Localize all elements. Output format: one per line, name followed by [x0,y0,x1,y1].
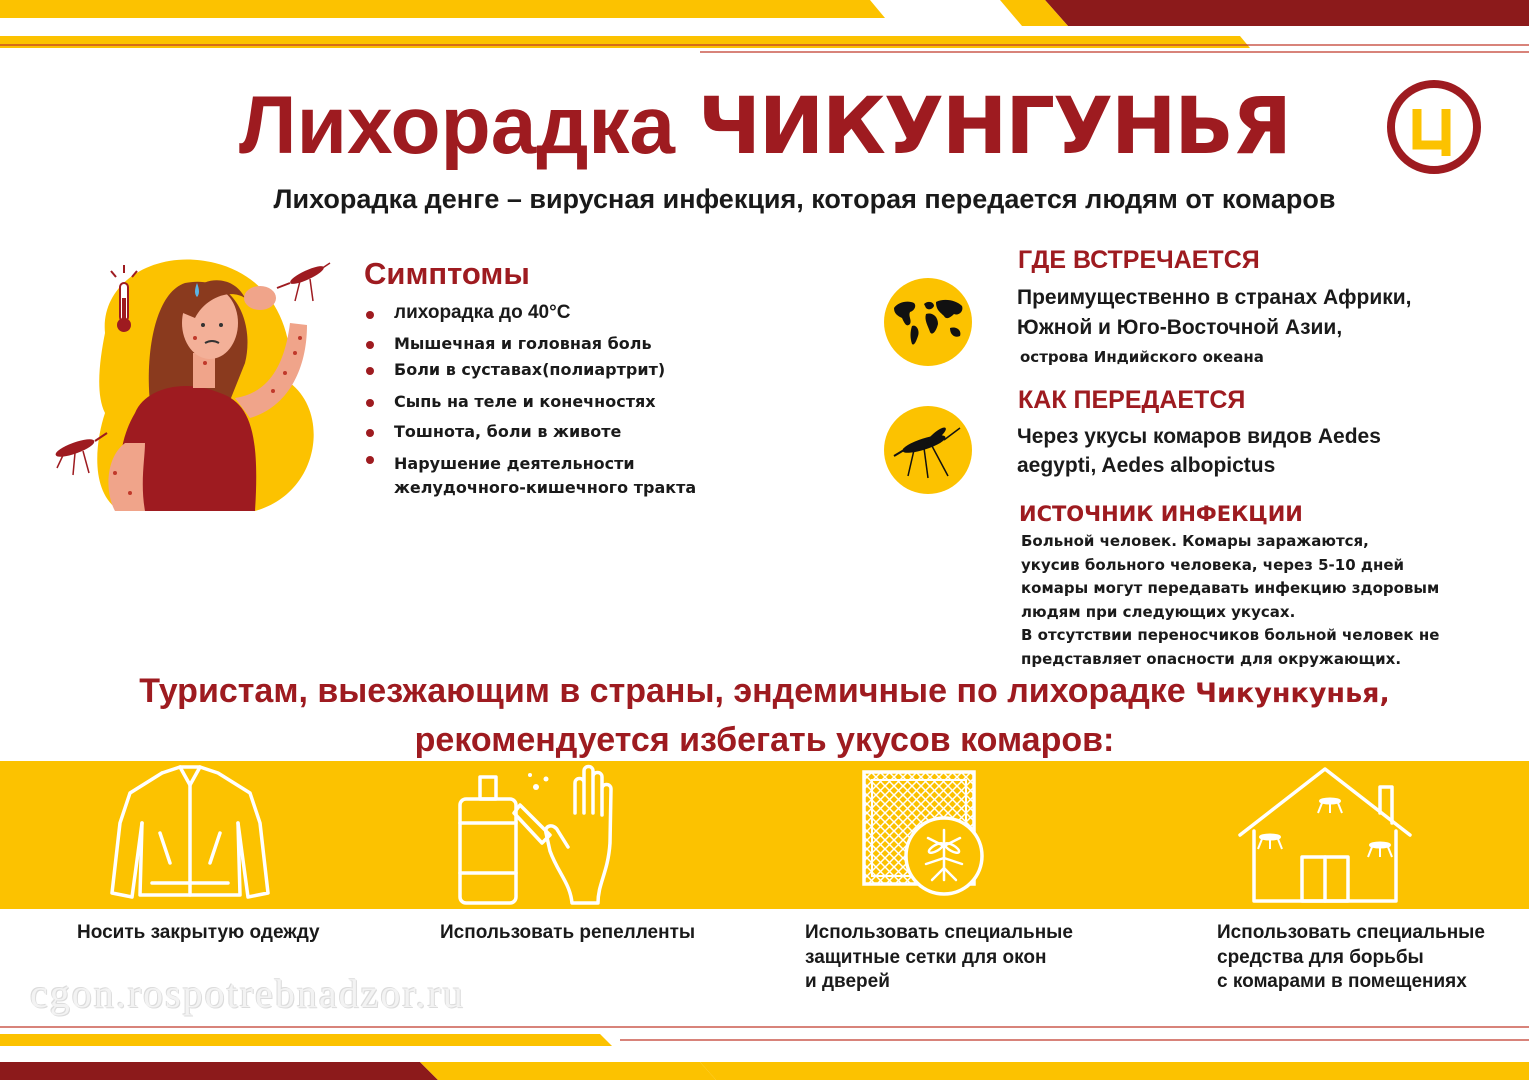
jacket-icon [100,763,280,907]
title-part-1: Лихорадка [239,80,676,171]
repellent-spray-icon [450,763,650,907]
tourist-advice [0,668,1529,763]
tip-caption-indoor: Использовать специальные средства для борьбы с комарами в помещениях [1217,922,1485,992]
sick-woman-illustration [45,243,375,518]
window-net-icon [858,768,992,898]
source-line: укусив больного человека, через 5-10 дней [1021,555,1405,574]
tip-caption-clothing: Носить закрытую одежду [77,922,320,943]
source-line: представляет опасности для окружающих. [1021,649,1402,668]
tip-caption-nets: Использовать специальные защитные сетки для окон и дверей [805,922,1073,992]
source-line: Больной человек. Комары заражаются, [1021,532,1369,550]
source-text [1021,530,1439,671]
advice-line-2: рекомендуется избегать укусов комаров: [414,721,1115,759]
source-line: людям при следующих укусах. [1021,602,1296,621]
transmission-title: КАК ПЕРЕДАЕТСЯ [1018,386,1246,414]
transmission-line-1: Через укусы комаров видов Aedes [1017,425,1381,448]
where-title: ГДЕ ВСТРЕЧАЕТСЯ [1018,246,1260,274]
where-line-3: острова Индийского океана [1020,348,1264,366]
where-line-1: Преимущественно в странах Африки, [1017,286,1412,309]
title-part-2: ЧИКУНГУНЬЯ [697,82,1290,172]
source-line: комары могут передавать инфекцию здоровым [1021,579,1440,597]
mosquito-icon [884,406,972,494]
page-title [0,76,1529,177]
tip-caption-repellent: Использовать репелленты [440,922,696,943]
where-line-2: Южной и Юго-Восточной Азии, [1017,316,1343,339]
house-mosquito-icon [1230,763,1420,907]
symptoms-title: Симптомы [364,256,530,291]
page-subtitle: Лихорадка денге – вирусная инфекция, которая передается людям от комаров [273,184,1336,214]
source-title: ИСТОЧНИК ИНФЕКЦИИ [1019,502,1303,526]
advice-line-1: Туристам, выезжающим в страны, эндемичные по лихорадке [139,672,1186,710]
advice-line-1-disease: Чикункунья, [1195,678,1390,709]
world-map-icon [884,278,972,366]
transmission-line-2: aegypti, Aedes albopictus [1017,454,1276,477]
source-line: В отсутствии переносчиков больной человек не [1021,626,1440,644]
watermark: cgon.rospotrebnadzor.ru [30,971,465,1016]
ts-letter-logo [1384,79,1484,175]
mosquito-icon [277,263,330,301]
